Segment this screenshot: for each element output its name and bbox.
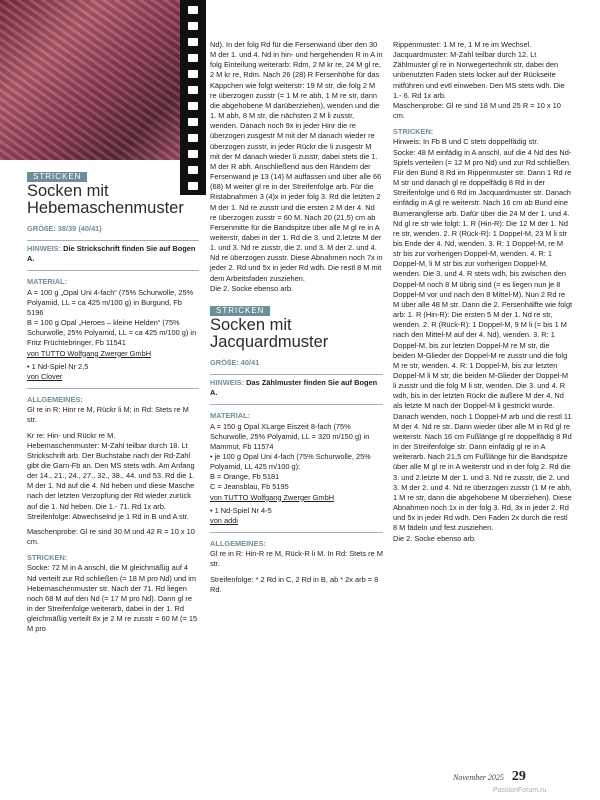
hint: HINWEIS: Die Strickschrift finden Sie auf Bogen A. — [27, 244, 196, 264]
filmstrip-decoration — [180, 0, 206, 195]
material-heading: MATERIAL: — [210, 411, 251, 421]
page-number: 29 — [511, 769, 526, 784]
paragraph: Streifenfolge: * 2 Rd in C, 2 Rd in B, ab * 2x arb = 8 Rd. — [210, 574, 379, 594]
header-photo — [0, 0, 180, 160]
paragraph: Die 2. Socke ebenso arb. — [393, 533, 476, 543]
paragraph: Hinweis: In Fb B und C stets doppelfädig str. — [393, 137, 539, 147]
knit-heading: STRICKEN: — [393, 127, 434, 137]
supplier: von addi — [210, 515, 238, 525]
supplier: von Clover — [27, 371, 63, 381]
general-heading: ALLGEMEINES: — [27, 395, 83, 405]
paragraph: Maschenprobe: Gl re sind 18 M und 25 R = 10 x 10 cm. — [393, 100, 561, 121]
supplier: von TUTTO Wolfgang Zwerger GmbH — [210, 492, 335, 502]
general-heading: ALLGEMEINES: — [210, 539, 266, 549]
paragraph: Maschenprobe: Gl re sind 30 M und 42 R = 10 x 10 cm. — [27, 526, 195, 547]
column-3 — [393, 40, 573, 544]
paragraph: Jacquardmuster: M-Zahl teilbar durch 12. Lt Zählmuster gl re in Norwegertechnik str, dabei den unbenutzten Faden stets locker auf der Rückseite mitführen und evtl einweben. Den MS stets wdh. Die 1.- 6. Rd 1x arb. — [393, 50, 565, 100]
section-tag: STRICKEN — [210, 306, 270, 316]
supplier: von TUTTO Wolfgang Zwerger GmbH — [27, 348, 152, 358]
material-c: B = Orange, Fb 5181 — [210, 472, 280, 482]
material-d: C = Jeansblau, Fb 5195 — [210, 482, 289, 492]
needles: • 1 Nd-Spiel Nr 2,5 — [27, 361, 89, 371]
size-line: GRÖßE: 38/39 (40/41) — [27, 224, 102, 233]
knit-heading: STRICKEN: — [27, 553, 68, 563]
watermark: PassionForum.ru — [493, 787, 547, 794]
paragraph: Gl re in R: Hin-R re M, Rück-R li M. In Rd: Stets re M str. — [210, 549, 383, 569]
section-tag: STRICKEN — [27, 172, 87, 182]
size-line: GRÖßE: 40/41 — [210, 357, 260, 367]
section-title: Socken mit Jacquardmuster — [210, 315, 329, 351]
needles: • 1 Nd-Spiel Nr 4-5 — [210, 505, 272, 515]
page-footer — [453, 767, 526, 785]
material-a: A = 150 g Opal XLarge Eiszeit 8-fach (75% Schurwolle, 25% Polyamid, LL = 320 m/150 g) in Mammut, Fb 11574 — [210, 421, 370, 451]
material-heading: MATERIAL: — [27, 277, 68, 287]
section-title: Socken mit Hebemaschenmuster — [27, 182, 184, 217]
paragraph: Gl re in R: Hinr re M, Rückr li M; in Rd: Stets re M str. — [27, 405, 189, 425]
column-1 — [27, 172, 199, 634]
issue-date: November 2025 — [453, 773, 504, 782]
column-2 — [210, 40, 383, 595]
paragraph: Streifenfolge: Abwechselnd je 1 Rd in B und A str. — [27, 511, 189, 521]
paragraph: Hebemaschenmuster: M-Zahl teilbar durch 18. Lt Strickschrift arb. Der Buchstabe nach der Rd-Zahl gibt die Garn-Fb an. Den MS stets wdh. Am Anfang der 14., 21., 24., 27., 32., 38., 44. und 53. Rd die 1. M der 1. Nd auf die 4. Nd heben und diese Masche nach der letzten Verzopfung der Rd wieder zurück auf die 1. Nd heben. Die 1.- 71. Rd 1x arb. — [27, 440, 195, 511]
paragraph: Socke: 48 M einfädig in A anschl, auf die 4 Nd des Nd-Spiels verteilen (= 12 M pro Nd) und zur Rd schließen. Für den Bund 8 Rd im Rippenmuster str. Dann 1 Rd re M str und danach gl re doppelfädig 8 Rd in der Streifenfolge und 6 Rd im Jacquardmuster str. Danach einfädig in A gl re weiterstr. Nach 16 cm ab Bund eine Bumerangferse arb. Dafür über die 24 M der 1. und 4. Nd gl re str wie folgt: 1. R (Hin-R): Die 12 M der 1. Nd re str, wenden. 2. R (Rück-R): 1 Doppel-M, 23 M li str bis Ende der 4. Nd, wenden. 3. R: 1 Doppel-M, re M str bis zur vorherigen Doppel-M, wenden. 4. R: 1 Doppel-M, li M str bis zur vorherigen Doppel-M, wenden. Die 3. und 4. R stets wdh, bis zwischen den Doppel-M noch 8 M übrig sind (= es liegen nun je 8 Doppel-M vor und nach den 8 Mittel-M). Nun 2 Rd re M über alle 48 M str. Dann die 2. Fersenhälfte wie folgt arb: 1. R (Hin-R): Die ersten 5 M der 1. Nd re str, wenden. 2. R (Rück-R): 1 Doppel-M, 9 M li (= bis 1 M nach den Mittel-M auf der 4. Nd), wenden. 3. R: 1 Doppel-M, bis zur letzten Doppel-M re M str, die beiden M-Glieder der Doppel-M re zusstr und die folg M re str, wenden. 4. R: 1 Doppel-M, bis zur letzten Doppel-M li M str, die beiden M-Glieder der Doppel-M li zusstr und die folg M li str, wenden. Die 3. und 4. R wdh, bis in der letzten Rückr die äußere M der 4. Nd als letzte M nach der Doppel-M li gestrickt wurde. Danach wenden, noch 1 Doppel-M arb und die restl 11 M der 4. Nd re str. Dann wieder über alle M in Rd gl re weiterstr. Nach 16 cm Fußlänge gl re doppelfädig 8 Rd in der Streifenfolge str. Dann einfädig gl re in A weiterarb. Nach 21,5 cm Fußlänge für die Bandspitze über alle M gl re in A weiterstr und in der folg 2. Rd die 3. und 2.letzte M der 1. und 3. Nd re zusstr, die 2. und 3. M der 2. und 4. Nd re überzogen zusstr (1 M re abh, 1 M re str, dann die abgehobene M überziehen). Diese Abnahmen noch 1x in der folg 3. Rd, 3x in jeder 2. Rd und 5x in jeder Rd wdh. Den Faden 2x durch die restl 8 M fädeln und fest zusziehen. — [393, 147, 573, 533]
material-a: A = 100 g „Opal Uni 4-fach“ (75% Schurwolle, 25% Polyamid, LL = ca 425 m/100 g) in Burgund, Fb 5196 — [27, 287, 194, 317]
paragraph: Rippenmuster: 1 M re, 1 M re im Wechsel. — [393, 40, 532, 49]
paragraph: Socke: 72 M in A anschl, die M gleichmäßig auf 4 Nd verteilt zur Rd schließen (= 18 M pro Nd) und im Hebemaschenmuster str. Nach der 71. Rd liegen noch 68 M auf den Nd (= 17 M pro Nd). Dann gl re in der Streifenfolge weiterarb, dabei in der 1. Rd gleichmäßig verteilt 8x je 2 M re zusstr = 60 M (= 15 M pro — [27, 563, 198, 634]
material-b: • je 100 g Opal Uni 4-fach (75% Schurwolle, 25% Polyamid, LL 425 m/100 g): — [210, 452, 371, 472]
material-b: B = 100 g Opal „Heroes – kleine Helden“ (75% Schurwolle, 25% Polyamid, LL = ca 425 m/100 g) in Fritz Früchtebringer, Fb 11541 — [27, 318, 197, 348]
paragraph: Kr re: Hin- und Rückr re M. — [27, 430, 116, 440]
paragraph: Nd). In der folg Rd für die Fersenwand über den 30 M der 1. und 4. Nd in hin- und hergehenden R in A in folg Einteilung weiterarb: Rdm, 2 M kr re, 24 M gl re, 2 M kr re, Rdm. Nach 26 (28) R Fersenhöhe für das Käppchen wie folgt weiterstr: 19 M str, die folg 2 M re überzogen zusstr (= 1 M re abh, 1 M re str, dann die abgehobene M darüberziehen), wenden und die 1. M abh, 8 M str, die nächsten 2 M li zusstr, wenden. Danach noch 9x in jeder Hinr die re überzogen zusgestr M mit der M danach wieder re überzogen zusstr, in jeder Rückr die li zusgestr M mit der M danach wieder li zusstr, dabei stets die 1. M der R abh. Anschließend aus den Rändern der Fersenwand je 13 (14) M auffassen und über alle 66 (68) M weiter gl re in der Streifenfolge arb. Für die Ristabnahmen 3 (4)x in jeder folg 3. Rd die letzten 2 M der 1. Nd re zusstr und die ersten 2 M der 4. Nd re überzogen zusstr = 60 M. Nach 20 (21,5) cm ab Fersenmitte für die Bandspitze über alle M gl re in A weiterstr, dabei in der 1. Rd die 3. und 2.letzte M der 1. und 3. Nd re zusstr, die 2. und 3. M der 2. und 4. Nd re überzogen zusstr. Diese Abnahmen noch 7x in jeder 2. Rd und 5x in jeder Rd wdh. Die restl 8 M mit dem Arbeitsfaden zusziehen. Die 2. Socke ebenso arb. — [210, 40, 383, 293]
hint: HINWEIS: Das Zählmuster finden Sie auf Bogen A. — [210, 378, 378, 398]
